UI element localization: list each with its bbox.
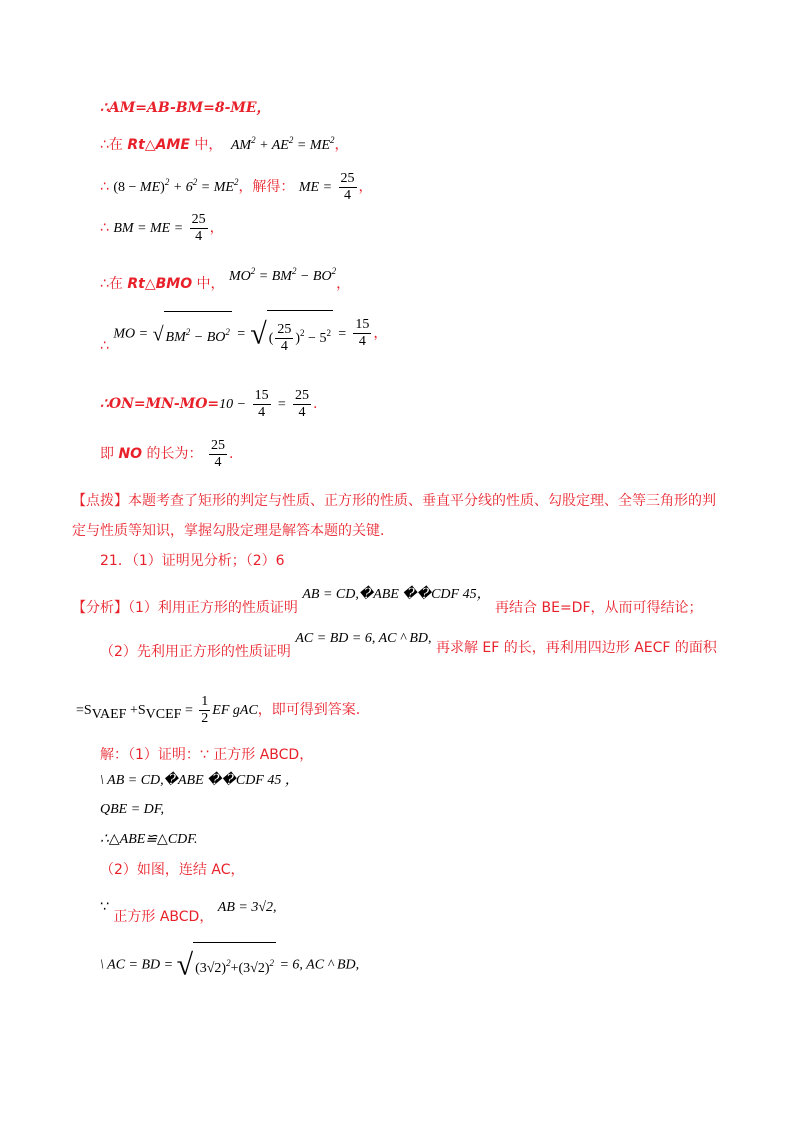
text-comma: ， (373, 325, 388, 342)
area-equals-s: =S (76, 703, 92, 718)
me-lhs: ME = (298, 180, 333, 195)
area-subscript-aef: VAEF (91, 706, 127, 722)
text-therefore: ∴ (100, 220, 114, 236)
analysis-1-tail: 再结合 BE=DF，从而可得结论； (495, 600, 703, 616)
analysis-2-equation: AC = BD = 6, AC ^ BD, (295, 631, 432, 646)
denominator: 4 (280, 339, 288, 355)
solution-ab-cd: \ AB = CD,�ABE ��CDF 45 ， (100, 773, 299, 788)
area-formula-line (76, 690, 360, 735)
numerator: 15 (254, 387, 269, 403)
fraction-25-4 (293, 388, 311, 421)
analysis-1-equation: AB = CD,�ABE ��CDF 45 (302, 587, 477, 602)
solution-congruent: ∴△ABE≌△CDF. (100, 832, 198, 847)
numerator: 25 (277, 322, 292, 338)
equation-pythag-bmo: $MO^2 = BM^2 - BO^2$ (229, 266, 337, 284)
solution-be-df: QBE = DF, (100, 802, 165, 817)
fraction-15-4 (353, 317, 371, 350)
analysis-part-2 (100, 622, 717, 663)
text-zhong: 中， (189, 137, 223, 153)
line-on (100, 384, 317, 425)
ab-equals-3sqrt2: AB = 3√2, (217, 900, 277, 915)
line-solve-me (100, 164, 373, 206)
text-comma: ， (209, 220, 224, 236)
text-period: . (312, 396, 318, 412)
text-am-equals: ∴AM=AB-BM=8-ME， (100, 100, 271, 116)
triangle-ame: Rt△AME (127, 137, 190, 153)
text-prefix: ∴在 (100, 276, 128, 292)
sqrt-25-4-minus-5: √ ( $\frac{25}{4}$ )$^2 - 5^2$ (250, 310, 333, 359)
sqrt-bm-bo: √ $BM^2 - BO^2$ (153, 311, 232, 358)
fraction-25-4 (190, 212, 208, 245)
solution-line-1 (100, 745, 313, 765)
line-rt-ame (100, 130, 349, 156)
solution-line-4 (100, 830, 198, 850)
question-21-answer (100, 551, 285, 571)
text-therefore: ∴ (100, 337, 109, 354)
triangle-bmo: Rt△BMO (127, 276, 193, 292)
solution-part-2: （2）如图，连结 AC， (100, 862, 245, 878)
analysis-1-comma: ， (476, 587, 491, 602)
denominator: 4 (258, 404, 266, 420)
denominator: 4 (344, 187, 352, 203)
numerator: 25 (294, 387, 309, 403)
equals-sign: = (236, 326, 246, 342)
numerator: 15 (355, 317, 370, 333)
line-am (100, 98, 271, 118)
area-plus-s: +S (126, 703, 146, 718)
mo-lhs: MO = (113, 326, 149, 342)
segment-no: NO (118, 446, 143, 462)
text-comma: ， (334, 137, 349, 153)
fraction-1-2 (199, 694, 210, 727)
bm-lhs: BM = ME = (113, 221, 184, 236)
line-bm (100, 210, 224, 247)
equals-sign: = (277, 397, 287, 412)
text-prefix: ∴在 (100, 137, 128, 153)
text-zhong: 中， (192, 276, 225, 292)
sqrt-ac-calc: √ $(3√2)^2+(3√2)^2$ (177, 942, 276, 989)
denominator: 4 (358, 334, 366, 350)
area-tail-text: ，即可得到答案. (257, 702, 361, 718)
line-mo (100, 310, 387, 359)
text-comma: ， (358, 179, 373, 195)
fraction-25-4 (339, 171, 357, 204)
analysis-part-1 (72, 578, 703, 619)
analysis-2-text: （2）先利用正方形的性质证明 (100, 644, 291, 660)
analysis-2-tail: 再求解 EF 的长，再利用四边形 AECF 的面积 (435, 640, 717, 656)
because-sign: ∵ (100, 899, 109, 915)
area-subscript-cef: VCEF (145, 706, 182, 722)
term-3sqrt2-a: (3√2) (195, 961, 227, 976)
text-jiede: ，解得： (238, 179, 295, 195)
area-ef-ac: EF gAC (212, 703, 258, 718)
solution-line-5 (100, 860, 244, 880)
area-equals: = (181, 703, 193, 718)
fraction-25-4 (209, 438, 227, 471)
denominator: 4 (195, 228, 203, 244)
solution-line-3 (100, 800, 164, 820)
ac-bd-lhs: \ AC = BD = (100, 957, 174, 973)
line-rt-bmo (100, 262, 350, 302)
equation-me: $(8 - ME)^2 + 6^2 = ME^2$ (113, 177, 239, 195)
solution-line-2 (100, 771, 299, 791)
equals-sign: = (337, 326, 347, 342)
text-on-eq: ∴ON=MN-MO= (100, 396, 220, 412)
numerator: 25 (340, 170, 355, 186)
solution-line-6 (100, 892, 277, 927)
numerator: 25 (191, 211, 206, 227)
solution-line-7 (100, 942, 359, 989)
line-no-length (100, 434, 233, 474)
term-3sqrt2-b: +(3√2) (230, 961, 270, 976)
ac-bd-result: = 6, AC ^ BD, (275, 957, 360, 973)
square-abcd-text: 正方形 ABCD， (113, 909, 214, 925)
equation-pythag-ame: $AM^2 + AE^2 = ME^2$ (230, 135, 335, 153)
denominator: 4 (298, 404, 306, 420)
q21-text: 21．（1）证明见分析；（2）6 (100, 553, 285, 569)
denominator: 4 (214, 454, 222, 470)
text-period: . (228, 446, 234, 462)
solution-intro: 解：（1）证明：∵ 正方形 ABCD， (100, 747, 314, 763)
ten-minus: 10 − (219, 397, 247, 412)
numerator: 25 (210, 437, 225, 453)
text-therefore: ∴ (100, 179, 114, 195)
denominator: 2 (201, 710, 209, 726)
text-comma: ， (336, 276, 351, 292)
text-ji: 即 (100, 446, 119, 462)
dianbo-paragraph: 【点拨】本题考查了矩形的判定与性质、正方形的性质、垂直平分线的性质、勾股定理、全等三角形的判定与性质等知识，掌握勾股定理是解答本题的关键. (72, 493, 716, 539)
fraction-15-4 (253, 388, 271, 421)
analysis-1-text: 【分析】（1）利用正方形的性质证明 (72, 600, 298, 616)
numerator: 1 (201, 693, 209, 709)
text-length-is: 的长为： (142, 446, 203, 462)
